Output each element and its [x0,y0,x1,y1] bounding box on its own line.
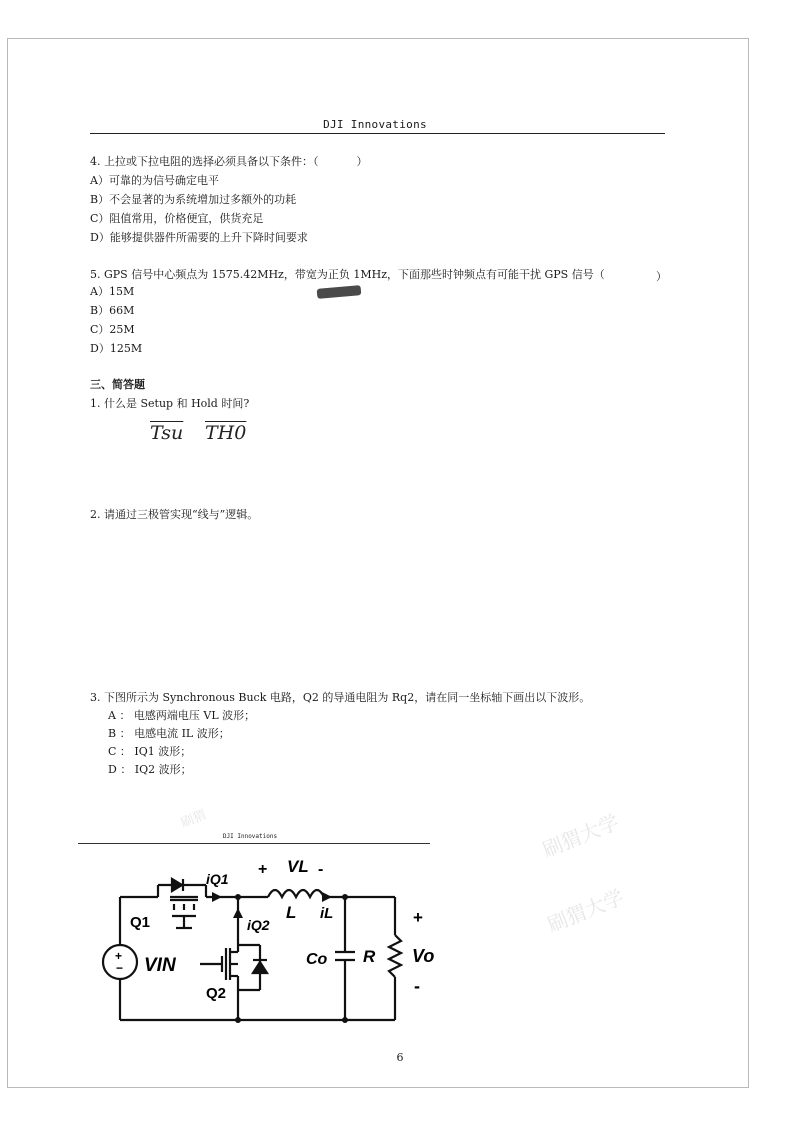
label-source-plus: + [115,949,123,963]
q5-stem: 5. GPS 信号中心频点为 1575.42MHz，带宽为正负 1MHz，下面那些时钟频点有可能干扰 GPS 信号（ [90,268,605,281]
q4-option-b: B）不会显著的为系统增加过多额外的功耗 [90,193,297,206]
label-vin: VIN [144,955,176,976]
q3-item-a: A ： 电感两端电压 VL 波形； [108,709,256,722]
watermark: 刷猬大学 [538,809,623,863]
q4-option-d: D）能够提供器件所需要的上升下降时间要求 [90,231,308,244]
handwriting-tsu: $\overline{Tsu}$ [150,422,184,444]
circuit-header: DJI Innovations [222,833,278,840]
q5-option-c: C）25M [90,323,135,336]
label-vl-minus: - [318,861,324,878]
label-vl: VL [287,857,309,876]
section-title: 三、简答题 [90,378,145,391]
label-l: L [286,903,297,922]
label-vo-minus: - [414,976,420,996]
q3-item-d: D ： IQ2 波形； [108,763,192,776]
q5-option-d: D）125M [90,342,143,355]
page-number: 6 [396,1051,404,1064]
label-vo: Vo [412,946,435,966]
q5-option-a: A）15M [90,285,135,298]
watermark: 刷猬 [178,807,209,832]
label-vl-plus: + [258,861,268,878]
label-vo-plus: + [413,908,423,927]
q3-item-b: B ： 电感电流 IL 波形； [108,727,230,740]
q4-option-c: C）阻值常用，价格便宜，供货充足 [90,212,264,225]
q4-option-a: A）可靠的为信号确定电平 [90,174,219,187]
label-q1: Q1 [130,914,151,931]
label-r: R [363,947,376,966]
q4-stem: 4. 上拉或下拉电阻的选择必须具备以下条件：（ ） [90,155,368,168]
q3-item-c: C ： IQ1 波形； [108,745,192,758]
label-source-minus: − [116,961,124,975]
label-co: Co [306,951,328,968]
sa-q3: 3. 下图所示为 Synchronous Buck 电路，Q2 的导通电阻为 Rq2，请在同一坐标轴下画出以下波形。 [90,691,591,704]
handwriting-th: TH0 [205,422,247,444]
label-iq1: iQ1 [206,871,229,887]
watermark: 刷猬大学 [543,884,628,938]
label-iq2: iQ2 [247,917,270,933]
sa-q1: 1. 什么是 Setup 和 Hold 时间? [90,397,250,410]
label-q2: Q2 [206,985,227,1002]
sa-q2: 2. 请通过三极管实现“线与”逻辑。 [90,508,259,521]
q5-option-b: B）66M [90,304,135,317]
page-header: DJI Innovations [323,118,427,131]
label-il: iL [320,905,334,922]
q5-close: ） [656,270,667,283]
